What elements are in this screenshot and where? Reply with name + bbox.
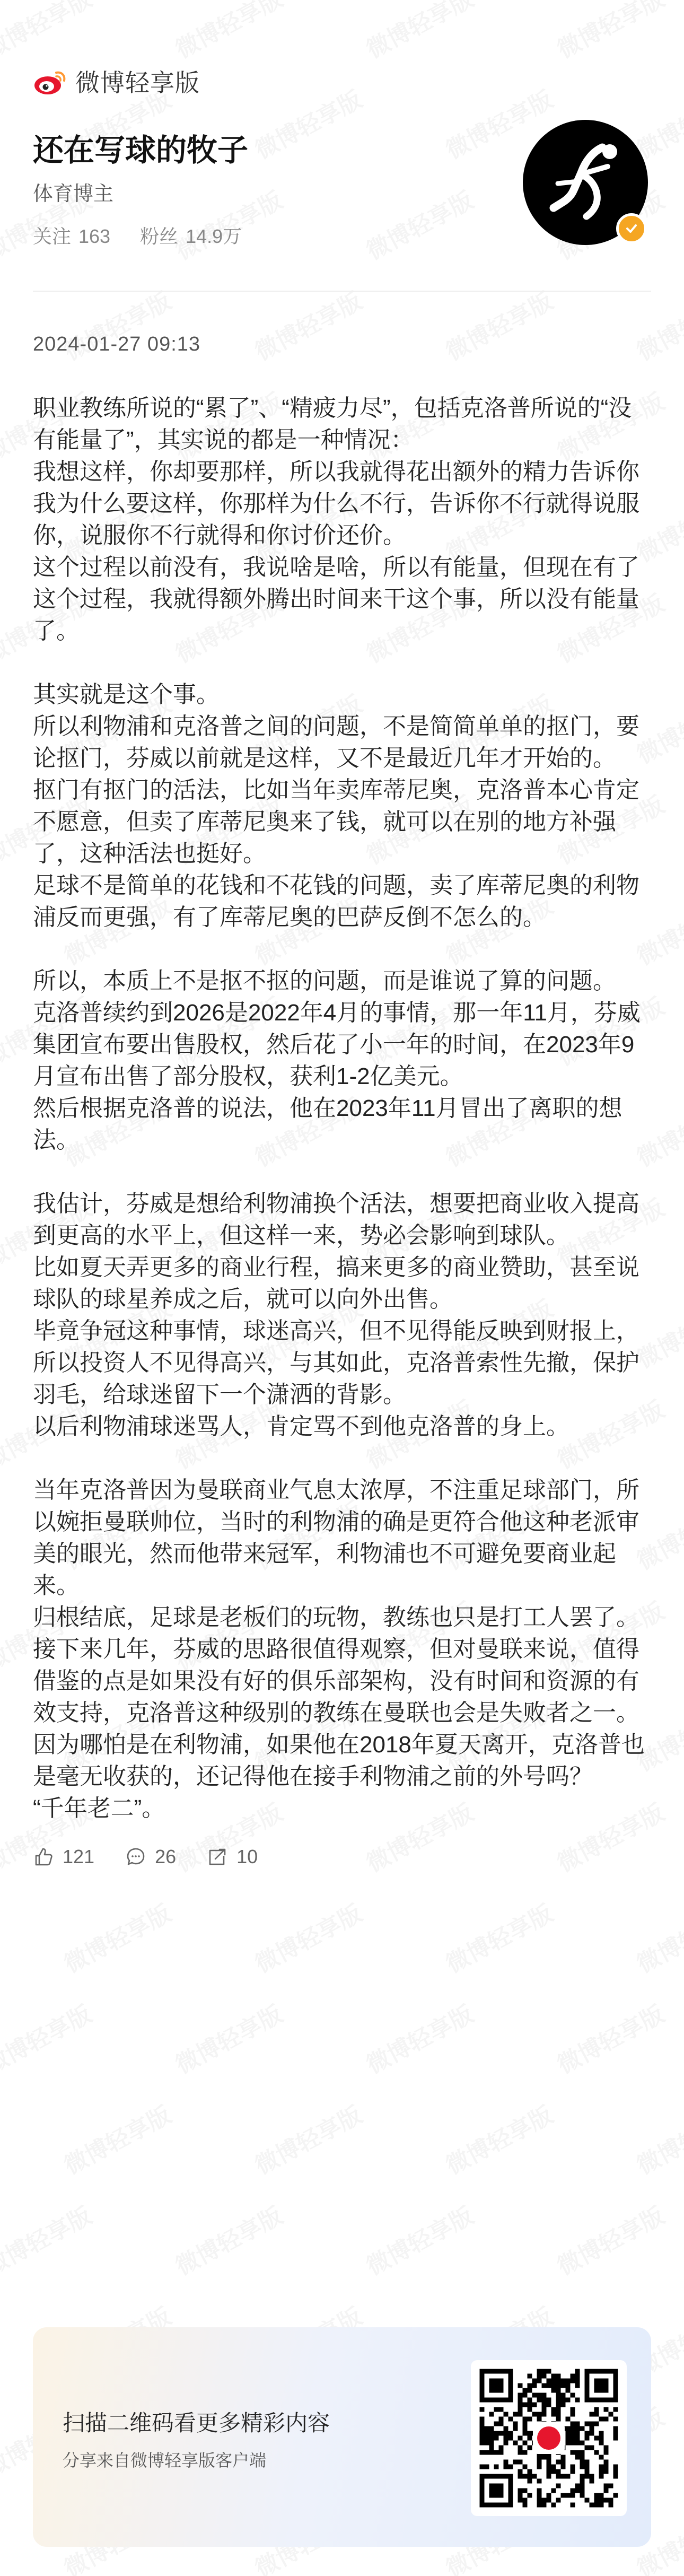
- post-paragraph: 然后根据克洛普的说法，他在2023年11月冒出了离职的想法。: [33, 1095, 622, 1153]
- post-timestamp: 2024-01-27 09:13: [33, 333, 201, 355]
- fans-count: 14.9万: [186, 225, 242, 247]
- post-paragraph: 足球不是简单的花钱和不花钱的问题，卖了库蒂尼奥的利物浦反而更强，有了库蒂尼奥的巴萨反倒不怎么的。: [33, 872, 639, 930]
- like-count: 121: [63, 1846, 95, 1867]
- watermark-text: [550, 0, 669, 65]
- post-paragraph: 克洛普续约到2026是2022年4月的事情，那一年11月，芬威集团宣布要出售股权，然后花了小一年的时间，在2023年9月宣布出售了部分股权，获利1-2亿美元。: [33, 1000, 641, 1089]
- watermark-text: [0, 2197, 97, 2282]
- post-paragraph: 所以，本质上不是抠不抠的问题，而是谁说了算的问题。: [33, 968, 616, 994]
- watermark-text: [0, 1995, 97, 2080]
- watermark-text: [0, 0, 97, 65]
- watermark-text: [550, 1995, 669, 2080]
- post-paragraph: 毕竟争冠这种事情，球迷高兴，但不见得能反映到财报上，所以投资人不见得高兴，与其如此，克洛普索性先撤，保护羽毛，给球迷留下一个潇洒的背影。: [33, 1318, 639, 1408]
- app-name: 微博轻享版: [75, 69, 200, 97]
- fans-label: 粉丝: [140, 225, 179, 247]
- watermark-text: [248, 2096, 367, 2181]
- watermark-text: [439, 282, 558, 367]
- weibo-logo-icon: [33, 65, 68, 97]
- post-body: [33, 392, 653, 1824]
- author-stats: [33, 222, 271, 249]
- post-paragraph: 比如夏天弄更多的商业行程，搞来更多的商业赞助，甚至说球队的球星养成之后，就可以向外出售。: [33, 1254, 639, 1312]
- post-paragraph: 职业教练所说的“累了”、“精疲力尽”，包括克洛普所说的“没有能量了”，其实说的都是一种情况：: [33, 395, 632, 453]
- post-paragraph: “千年老二”。: [33, 1795, 165, 1821]
- post-paragraph: 我估计，芬威是想给利物浦换个活法，想要把商业收入提高到更高的水平上，但这样一来，势必会影响到球队。: [33, 1191, 639, 1248]
- verified-badge: [616, 213, 647, 244]
- watermark-text: [169, 2197, 287, 2282]
- share-footer: [33, 2327, 651, 2547]
- watermark-text: [630, 282, 684, 367]
- post-paragraph: 当年克洛普因为曼联商业气息太浓厚，不注重足球部门，所以婉拒曼联帅位，当时的利物浦的确是更符合他这种老派审美的眼光，然而他带来冠军，利物浦也不可避免要商业起来。: [33, 1477, 639, 1599]
- paragraph-spacer: [33, 933, 653, 965]
- follow-stat: [33, 222, 110, 249]
- post-paragraph: 抠门有抠门的活法，比如当年卖库蒂尼奥，克洛普本心肯定不愿意，但卖了库蒂尼奥来了钱，就可以在别的地方补强了，这种活法也挺好。: [33, 777, 639, 867]
- watermark-text: [630, 2096, 684, 2181]
- post-paragraph: 这个过程以前没有，我说啥是啥，所以有能量，但现在有了这个过程，我就得额外腾出时间来干这个事，所以没有能量了。: [33, 554, 639, 644]
- watermark-text: [169, 0, 287, 65]
- comment-count: 26: [155, 1846, 177, 1867]
- qr-code[interactable]: [471, 2360, 627, 2516]
- watermark-text: [630, 1894, 684, 1979]
- post-paragraph: 我想这样，你却要那样，所以我就得花出额外的精力告诉你我为什么要这样，你那样为什么不行，告诉你不行就得说服你，说服你不行就得和你讨价还价。: [33, 459, 639, 548]
- watermark-text: [248, 282, 367, 367]
- follow-label: 关注: [33, 225, 72, 247]
- post-paragraph: 因为哪怕是在利物浦，如果他在2018年夏天离开，克洛普也是毫无收获的，还记得他在接手利物浦之前的外号吗？: [33, 1732, 645, 1789]
- verified-check-icon: [624, 221, 639, 237]
- watermark-text: [359, 2197, 478, 2282]
- post-paragraph: 接下来几年，芬威的思路很值得观察，但对曼联来说，值得借鉴的点是如果没有好的俱乐部架构，没有时间和资源的有效支持，克洛普这种级别的教练在曼联也会是失败者之一。: [33, 1636, 639, 1726]
- author-name[interactable]: 还在写球的牧子: [33, 133, 249, 168]
- app-brand: [33, 63, 200, 100]
- header-divider: [33, 291, 651, 292]
- qr-code-icon: [471, 2360, 627, 2516]
- watermark-text: [169, 1995, 287, 2080]
- post-paragraph: 其实就是这个事。: [33, 682, 220, 708]
- watermark-text: [57, 2096, 176, 2181]
- post-paragraph: 以后利物浦球迷骂人，肯定骂不到他克洛普的身上。: [33, 1413, 569, 1439]
- share-button[interactable]: [207, 1846, 258, 1868]
- fans-stat: [140, 222, 242, 249]
- comment-icon: [125, 1846, 146, 1867]
- author-role: 体育博主: [33, 183, 114, 205]
- thumbs-up-icon: [33, 1846, 54, 1867]
- share-count: 10: [236, 1846, 258, 1867]
- watermark-text: [550, 2197, 669, 2282]
- paragraph-spacer: [33, 647, 653, 679]
- watermark-text: [359, 1995, 478, 2080]
- follow-count: 163: [78, 225, 111, 247]
- watermark-text: [248, 81, 367, 165]
- watermark-text: [57, 1894, 176, 1979]
- watermark-text: [359, 0, 478, 65]
- comment-button[interactable]: [125, 1846, 176, 1868]
- share-icon: [207, 1846, 228, 1867]
- like-button[interactable]: [33, 1846, 94, 1868]
- post-actions: [33, 1846, 288, 1868]
- avatar[interactable]: [523, 120, 648, 245]
- watermark-text: [439, 2096, 558, 2181]
- watermark-text: [359, 181, 478, 266]
- watermark-text: [439, 1894, 558, 1979]
- post-paragraph: 所以利物浦和克洛普之间的问题，不是简简单单的抠门，要论抠门，芬威以前就是这样，又不是最近几年才开始的。: [33, 713, 639, 771]
- footer-subtitle: 分享来自微博轻享版客户端: [63, 2451, 267, 2470]
- paragraph-spacer: [33, 1443, 653, 1474]
- post-paragraph: 归根结底，足球是老板们的玩物，教练也只是打工人罢了。: [33, 1604, 639, 1630]
- footer-title: 扫描二维码看更多精彩内容: [63, 2411, 330, 2435]
- watermark-text: [248, 1894, 367, 1979]
- paragraph-spacer: [33, 1156, 653, 1188]
